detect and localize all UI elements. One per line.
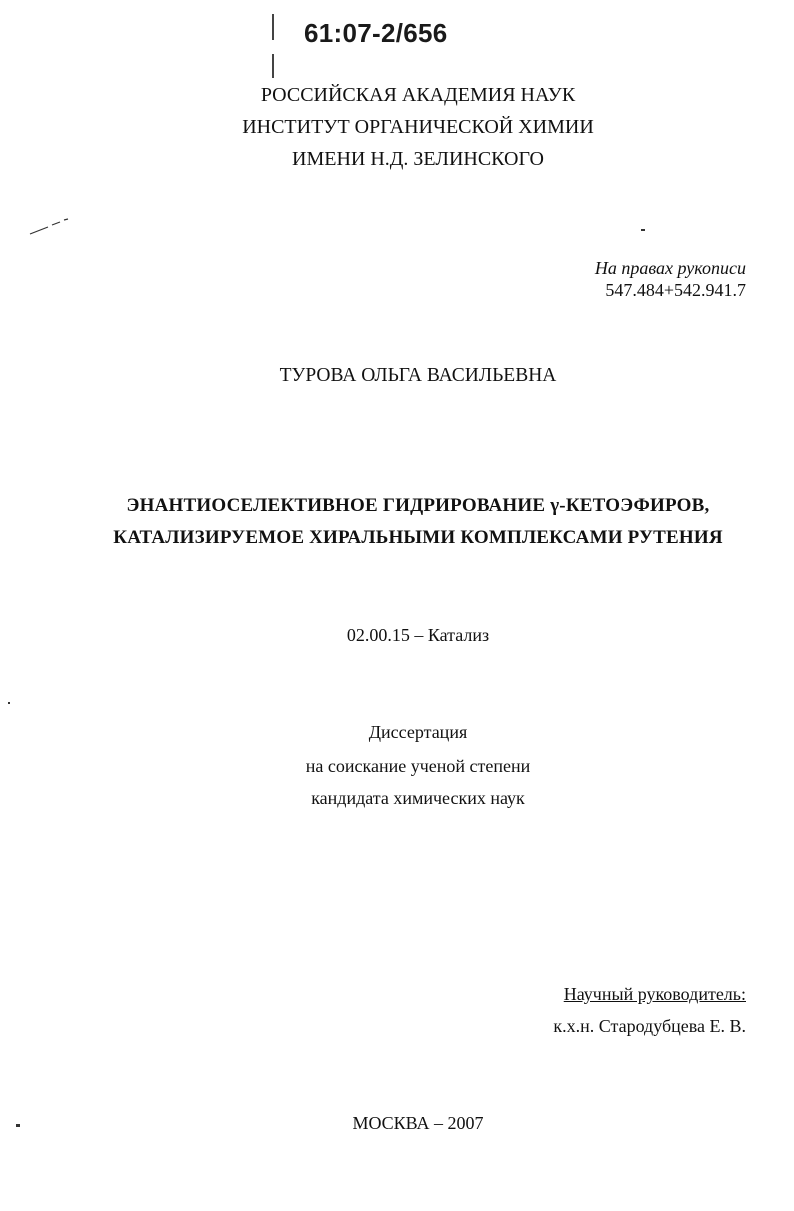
dissertation-title-line1: ЭНАНТИОСЕЛЕКТИВНОЕ ГИДРИРОВАНИЕ γ-КЕТОЭФИРОВ, (126, 495, 710, 516)
author-name: ТУРОВА ОЛЬГА ВАСИЛЬЕВНА (279, 365, 557, 386)
city-year: МОСКВА – 2007 (352, 1113, 484, 1133)
supervisor-name: к.х.н. Стародубцева Е. В. (553, 1016, 746, 1036)
manuscript-rights-label: На правах рукописи (594, 258, 746, 278)
stamp-tick-upper (272, 14, 274, 40)
institute-line-name: ИНСТИТУТ ОРГАНИЧЕСКОЙ ХИМИИ (242, 116, 594, 138)
archive-stamp-code: 61:07-2/656 (304, 18, 448, 48)
udc-code: 547.484+542.941.7 (605, 280, 746, 300)
scan-mark-left (28, 214, 74, 238)
institute-line-academy: РОССИЙСКАЯ АКАДЕМИЯ НАУК (260, 84, 576, 106)
scan-speck-margin (8, 702, 10, 704)
degree-purpose: на соискание ученой степени (305, 756, 531, 776)
institute-line-eponym: ИМЕНИ Н.Д. ЗЕЛИНСКОГО (292, 148, 544, 170)
supervisor-label: Научный руководитель: (563, 984, 746, 1004)
specialty-code: 02.00.15 – Катализ (346, 625, 490, 645)
dissertation-title-line2: КАТАЛИЗИРУЕМОЕ ХИРАЛЬНЫМИ КОМПЛЕКСАМИ РУТЕНИЯ (113, 527, 723, 548)
scan-speck-right (641, 229, 645, 231)
stamp-tick-lower (272, 54, 274, 78)
degree-type: Диссертация (368, 722, 468, 742)
degree-name: кандидата химических наук (311, 788, 525, 808)
